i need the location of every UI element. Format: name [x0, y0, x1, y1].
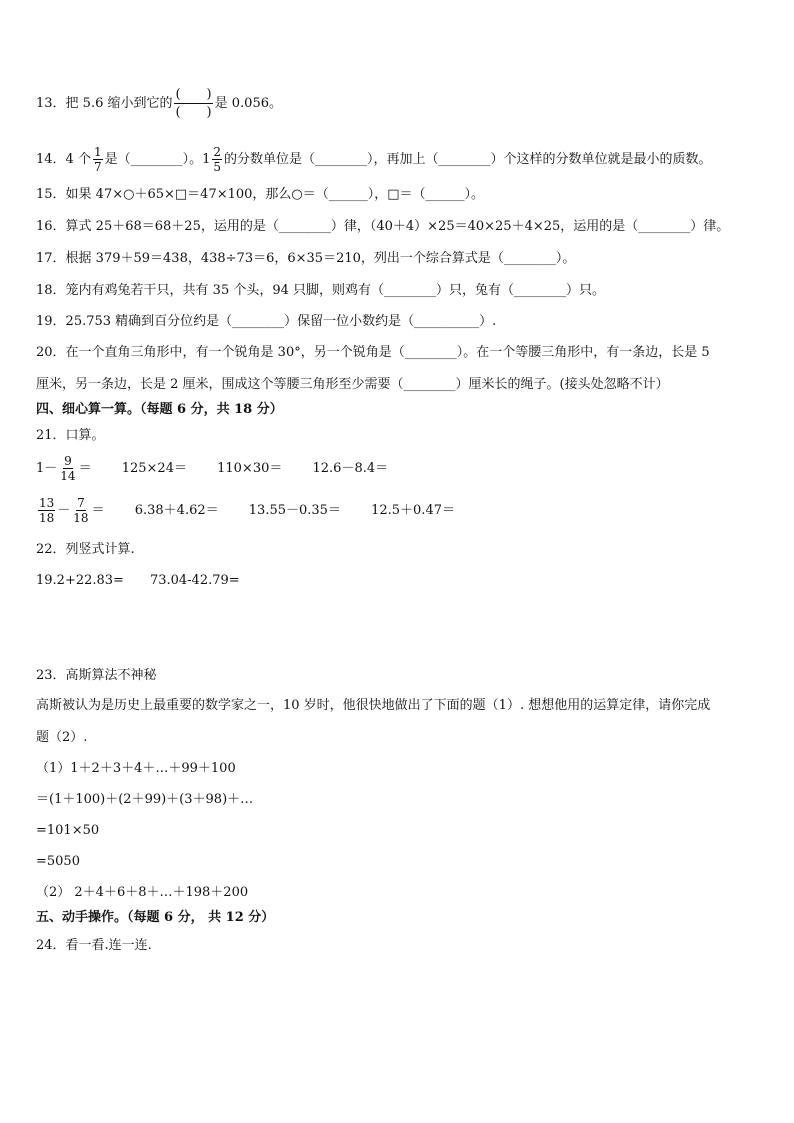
q13-prefix: 13．把 5.6 缩小到它的 [36, 96, 173, 111]
q14-part-b: 是（________）。 [104, 152, 203, 167]
q14-mixed-number [202, 145, 224, 174]
question-14 [36, 145, 712, 174]
q14-f1-denominator: 7 [93, 160, 102, 174]
question-15: 15．如果 47×○＋65×□＝47×100，那么○＝（______），□＝（______）。 [36, 187, 485, 202]
question-21-title: 21．口算。 [36, 428, 105, 443]
q23-step-1: （1）1＋2＋3＋4＋…＋99＋100 [36, 761, 236, 776]
question-20-line-1: 20．在一个直角三角形中，有一个锐角是 30°，另一个锐角是（________）。在一个等腰三角形中，有一条边，长是 5 [36, 345, 710, 360]
q23-paragraph-line-1: 高斯被认为是历史上最重要的数学家之一，10 岁时，他很快地做出了下面的题（1）. 想想他用的运算定律，请你完成 [36, 698, 711, 713]
question-20-line-2: 厘米，另一条边，长是 2 厘米，围成这个等腰三角形至少需要（________）厘米长的绳子。(接头处忽略不计） [36, 377, 669, 392]
q23-paragraph-line-2: 题（2）. [36, 730, 88, 745]
q14-f2-numerator: 2 [213, 145, 222, 159]
q21-r2-e2: 6.38＋4.62＝ [134, 503, 219, 518]
q23-step-3: =101×50 [36, 823, 100, 838]
q21-r2-f2-denominator: 18 [73, 511, 89, 525]
q21-r1-e2: 125×24＝ [121, 461, 187, 476]
q21-r1-e1-suffix: ＝ [78, 461, 92, 476]
q21-r2-f2-numerator: 7 [77, 496, 85, 510]
q21-r2-e4: 12.5＋0.47＝ [371, 503, 455, 518]
section-4-heading: 四、细心算一算。（每题 6 分，共 18 分） [36, 402, 283, 417]
q21-r1-e3: 110×30＝ [217, 461, 283, 476]
q21-r1-numerator: 9 [64, 454, 72, 468]
q21-r2-fraction-1 [38, 496, 55, 525]
q21-row-2 [36, 496, 455, 525]
q13-fraction-denominator: ( ) [175, 105, 212, 120]
q14-fraction-1 [93, 145, 103, 174]
q22-expr-1: 19.2+22.83= [36, 573, 124, 588]
q14-fraction-2 [212, 145, 222, 174]
section-5-heading: 五、动手操作。（每题 6 分， 共 12 分） [36, 910, 275, 925]
q14-f2-denominator: 5 [213, 160, 222, 174]
q23-step-2: ＝(1＋100)＋(2＋99)＋(3＋98)＋… [36, 792, 254, 807]
q21-r2-f1-numerator: 13 [39, 496, 55, 510]
question-23-title: 23．高斯算法不神秘 [36, 668, 157, 683]
q21-r1-fraction [59, 454, 76, 483]
question-22-title: 22．列竖式计算. [36, 542, 135, 557]
q13-blank-fraction [174, 86, 212, 121]
question-17: 17．根据 379＋59＝438，438÷73＝6，6×35＝210，列出一个综合算式是（________）。 [36, 251, 576, 266]
question-24: 24．看一看.连一连. [36, 938, 152, 953]
question-18: 18．笼内有鸡兔若干只，共有 35 个头，94 只脚，则鸡有（________）只，兔有（________）只。 [36, 283, 606, 298]
q14-part-c: 的分数单位是（________），再加上（________）个这样的分数单位就是最小的质数。 [224, 152, 712, 167]
q21-r1-e4: 12.6－8.4＝ [312, 461, 389, 476]
q22-expr-2: 73.04-42.79= [149, 573, 240, 588]
q21-r2-fraction-2 [72, 496, 89, 525]
question-19: 19．25.753 精确到百分位约是（________）保留一位小数约是（__________）. [36, 314, 497, 329]
q23-step-4: =5050 [36, 854, 80, 869]
q14-whole: 1 [202, 151, 211, 167]
q21-r1-e1-prefix: 1－ [36, 461, 58, 476]
q21-r2-operator: － [57, 503, 71, 518]
question-13 [36, 86, 282, 121]
question-22-exprs [36, 572, 240, 590]
q13-suffix: 是 0.056。 [214, 96, 282, 111]
q14-f1-numerator: 1 [93, 145, 102, 159]
q21-r2-e1-suffix: ＝ [91, 503, 105, 518]
q21-r2-f1-denominator: 18 [39, 511, 55, 525]
q13-fraction-numerator: ( ) [175, 87, 212, 102]
q21-r1-denominator: 14 [60, 469, 76, 483]
question-16: 16．算式 25＋68＝68＋25，运用的是（________）律，（40＋4）×25＝40×25＋4×25，运用的是（________）律。 [36, 219, 730, 234]
q21-row-1 [36, 454, 388, 483]
q21-r2-e3: 13.55－0.35＝ [248, 503, 341, 518]
q23-step-5: （2） 2＋4＋6＋8＋…＋198＋200 [36, 885, 249, 900]
q14-part-a: 14．4 个 [36, 152, 91, 167]
